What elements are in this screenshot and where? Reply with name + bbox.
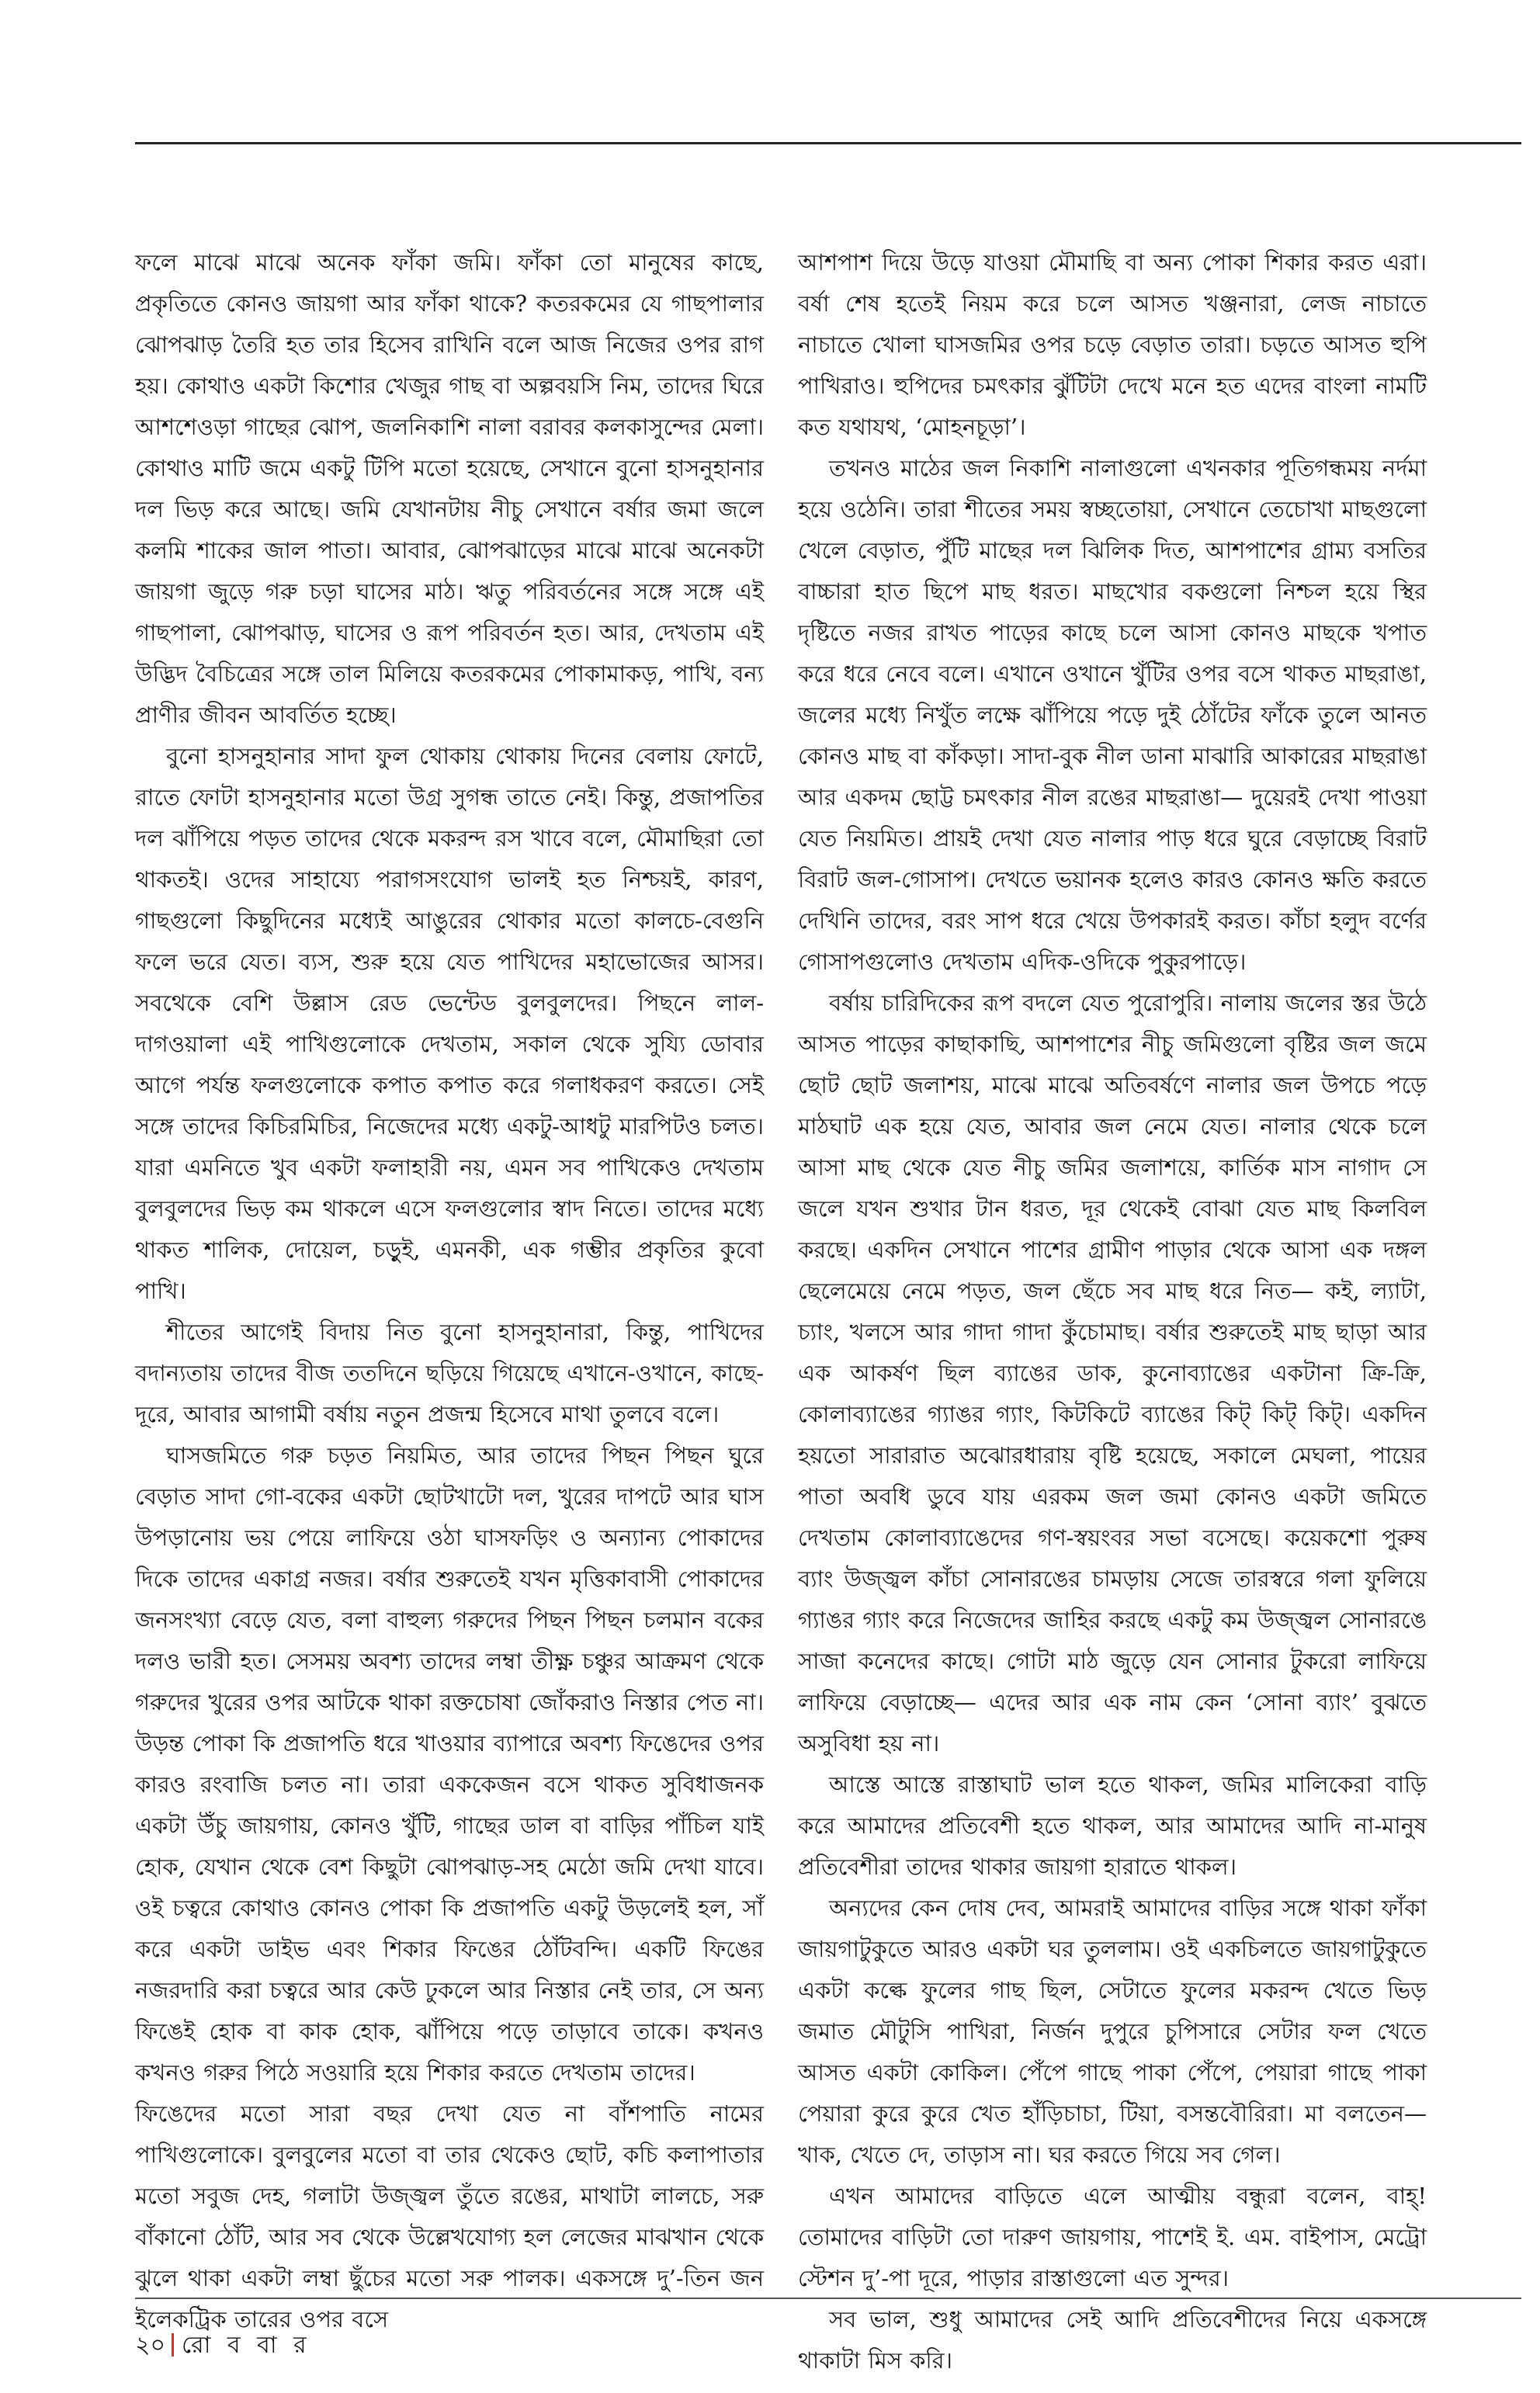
paragraph: ফলে মাঝে মাঝে অনেক ফাঁকা জমি। ফাঁকা তো মানুষের কাছে, প্রকৃতিতে কোনও জায়গা আর ফাঁকা থাকে? কতরকমের যে গাছপালার ঝোপঝাড় তৈরি হত তার হিসেব রাখিনি বলে আজ নিজের ওপর রাগ হয়। কোথাও একটা কিশোর খেজুর গাছ বা অল্পবয়সি নিম, তাদের ঘিরে আশশেওড়া গাছের ঝোপ, জলনিকাশি নালা বরাবর কলকাসুন্দের মেলা। কোথাও মাটি জমে একটু টিপি মতো হয়েছে, সেখানে বুনো হাসনুহানার দল ভিড় করে আছে। জমি যেখানটায় নীচু সেখানে বর্ষার জমা জলে কলমি শাকের জাল পাতা। আবার, ঝোপঝাড়ের মাঝে মাঝে অনেকটা জায়গা জুড়ে গরু চড়া ঘাসের মাঠ। ঋতু পরিবর্তনের সঙ্গে সঙ্গে এই গাছপালা, ঝোপঝাড়, ঘাসের ও রূপ পরিবর্তন হত। আর, দেখতাম এই উদ্ভিদ বৈচিত্রের সঙ্গে তাল মিলিয়ে কতরকমের পোকামাকড়, পাখি, বন্য প্রাণীর জীবন আবর্তিত হচ্ছে। [135,249,764,728]
paragraph: ফিঙেদের মতো সারা বছর দেখা যেত না বাঁশপাতি নামের পাখিগুলোকে। বুলবুলের মতো বা তার থেকেও ছোট, কচি কলাপাতার মতো সবুজ দেহ, গলাটা উজ্জ্বল তুঁতে রঙের, মাথাটা লালচে, সরু বাঁকানো ঠোঁট, আর সব থেকে উল্লেখযোগ্য হল লেজের মাঝখান থেকে ঝুলে থাকা একটা লম্বা ছুঁচের মতো সরু পালক। একসঙ্গে দু’-তিন জন ইলেকট্রিক তারের ওপর বসে [135,2100,764,2332]
paragraph: সব ভাল, শুধু আমাদের সেই আদি প্রতিবেশীদের নিয়ে একসঙ্গে থাকাটা মিস করি। [798,2306,1427,2374]
paragraph: আস্তে আস্তে রাস্তাঘাট ভাল হতে থাকল, জমির মালিকেরা বাড়ি করে আমাদের প্রতিবেশী হতে থাকল, আর আমাদের আদি না-মানুষ প্রতিবেশীরা তাদের থাকার জায়গা হারাতে থাকল। [798,1771,1427,1880]
article-right-column [798,242,1427,2381]
paragraph: বর্ষায় চারিদিকের রূপ বদলে যেত পুরোপুরি। নালায় জলের স্তর উঠে আসত পাড়ের কাছাকাছি, আশপাশের নীচু জমিগুলো বৃষ্টির জল জমে ছোট ছোট জলাশয়, মাঝে মাঝে অতিবর্ষণে নালার জল উপচে পড়ে মাঠঘাট এক হয়ে যেত, আবার জল নেমে যেত। নালার থেকে চলে আসা মাছ থেকে যেত নীচু জমির জলাশয়ে, কার্তিক মাস নাগাদ সে জলে যখন শুখার টান ধরত, দূর থেকেই বোঝা যেত মাছ কিলবিল করছে। একদিন সেখানে পাশের গ্রামীণ পাড়ার থেকে আসা এক দঙ্গল ছেলেমেয়ে নেমে পড়ত, জল ছেঁচে সব মাছ ধরে নিত— কই, ল্যাটা, চ্যাং, খলসে আর গাদা গাদা কুঁচোমাছ। বর্ষার শুরুতেই মাছ ছাড়া আর এক আকর্ষণ ছিল ব্যাঙের ডাক, কুনোব্যাঙের একটানা ক্রি-ক্রি, কোলাব্যাঙের গ্যাঙর গ্যাং, কিটকিটে ব্যাঙের কিট্ কিট্ কিট্। একদিন হয়তো সারারাত অঝোরধারায় বৃষ্টি হয়েছে, সকালে মেঘলা, পায়ের পাতা অবধি ডুবে যায় এরকম জল জমা কোনও একটা জমিতে দেখতাম কোলাব্যাঙেদের গণ-স্বয়ংবর সভা বসেছে। কয়েকশো পুরুষ ব্যাং উজ্জ্বল কাঁচা সোনারঙের চামড়ায় সেজে তারস্বরে গলা ফুলিয়ে গ্যাঙর গ্যাং করে নিজেদের জাহির করছে একটু কম উজ্জ্বল সোনারঙে সাজা কনেদের কাছে। গোটা মাঠ জুড়ে যেন সোনার টুকরো লাফিয়ে লাফিয়ে বেড়াচ্ছে— এদের আর এক নাম কেন ‘সোনা ব্যাং’ বুঝতে অসুবিধা হয় না। [798,990,1427,1757]
paragraph: শীতের আগেই বিদায় নিত বুনো হাসনুহানারা, কিন্তু, পাখিদের বদান্যতায় তাদের বীজ ততদিনে ছড়িয়ে গিয়েছে এখানে-ওখানে, কাছে-দূরে, আবার আগামী বর্ষায় নতুন প্রজন্ম হিসেবে মাথা তুলবে বলে। [135,1319,764,1427]
paragraph: এখন আমাদের বাড়িতে এলে আত্মীয় বন্ধুরা বলেন, বাহ্! তোমাদের বাড়িটা তো দারুণ জায়গায়, পাশেই ই. এম. বাইপাস, মেট্রো স্টেশন দু’-পা দূরে, পাড়ার রাস্তাগুলো এত সুন্দর। [798,2183,1427,2291]
paragraph: বুনো হাসনুহানার সাদা ফুল থোকায় থোকায় দিনের বেলায় ফোটে, রাতে ফোটা হাসনুহানার মতো উগ্র সুগন্ধ তাতে নেই। কিন্তু, প্রজাপতির দল ঝাঁপিয়ে পড়ত তাদের থেকে মকরন্দ রস খাবে বলে, মৌমাছিরা তো থাকতই। ওদের সাহায্যে পরাগসংযোগ ভালই হত নিশ্চয়ই, কারণ, গাছগুলো কিছুদিনের মধ্যেই আঙুরের থোকার মতো কালচে-বেগুনি ফলে ভরে যেত। ব্যস, শুরু হয়ে যেত পাখিদের মহাভোজের আসর। সবথেকে বেশি উল্লাস রেড ভেন্টেড বুলবুলদের। পিছনে লাল-দাগওয়ালা এই পাখিগুলোকে দেখতাম, সকাল থেকে সুয্যি ডোবার আগে পর্যন্ত ফলগুলোকে কপাত কপাত করে গলাধকরণ করতে। সেই সঙ্গে তাদের কিচিরমিচির, নিজেদের মধ্যে একটু-আধটু মারপিটও চলত। যারা এমনিতে খুব একটা ফলাহারী নয়, এমন সব পাখিকেও দেখতাম বুলবুলদের ভিড় কম থাকলে এসে ফলগুলোর স্বাদ নিতে। তাদের মধ্যে থাকত শালিক, দোয়েল, চড়ুই, এমনকী, এক গম্ভীর প্রকৃতির কুবো পাখি। [135,743,764,1304]
paragraph: ঘাসজমিতে গরু চড়ত নিয়মিত, আর তাদের পিছন পিছন ঘুরে বেড়াত সাদা গো-বকের একটা ছোটখাটো দল, খুরের দাপটে আর ঘাস উপড়ানোয় ভয় পেয়ে লাফিয়ে ওঠা ঘাসফড়িং ও অন্যান্য পোকাদের দিকে তাদের একাগ্র নজর। বর্ষার শুরুতেই যখন মৃত্তিকাবাসী পোকাদের জনসংখ্যা বেড়ে যেত, বলা বাহুল্য গরুদের পিছন পিছন চলমান বকের দলও ভারী হত। সেসময় অবশ্য তাদের লম্বা তীক্ষ্ণ চঞ্চুর আক্রমণ থেকে গরুদের খুরের ওপর আটকে থাকা রক্তচোষা জোঁকরাও নিস্তার পেত না। উড়ন্ত পোকা কি প্রজাপতি ধরে খাওয়ার ব্যাপারে অবশ্য ফিঙেদের ওপর কারও রংবাজি চলত না। তারা এককেজন বসে থাকত সুবিধাজনক একটা উঁচু জায়গায়, কোনও খুঁটি, গাছের ডাল বা বাড়ির পাঁচিল যাই হোক, যেখান থেকে বেশ কিছুটা ঝোপঝাড়-সহ মেঠো জমি দেখা যাবে। ওই চত্বরে কোথাও কোনও পোকা কি প্রজাপতি একটু উড়লেই হল, সাঁ করে একটা ডাইভ এবং শিকার ফিঙের ঠোঁটবন্দি। একটি ফিঙের নজরদারি করা চত্বরে আর কেউ ঢুকলে আর নিস্তার নেই তার, সে অন্য ফিঙেই হোক বা কাক হোক, ঝাঁপিয়ে পড়ে তাড়াবে তাকে। কখনও কখনও গরুর পিঠে সওয়ারি হয়ে শিকার করতে দেখতাম তাদের। [135,1442,764,2086]
paragraph: তখনও মাঠের জল নিকাশি নালাগুলো এখনকার পূতিগন্ধময় নর্দমা হয়ে ওঠেনি। তারা শীতের সময় স্বচ্ছতোয়া, সেখানে তেচোখা মাছগুলো খেলে বেড়াত, পুঁটি মাছের দল ঝিলিক দিত, আশপাশের গ্রাম্য বসতির বাচ্চারা হাত ছিপে মাছ ধরত। মাছখোর বকগুলো নিশ্চল হয়ে স্থির দৃষ্টিতে নজর রাখত পাড়ের কাছে চলে আসা কোনও মাছকে খপাত করে ধরে নেবে বলে। এখানে ওখানে খুঁটির ওপর বসে থাকত মাছরাঙা, জলের মধ্যে নিখুঁত লক্ষে ঝাঁপিয়ে পড়ে দুই ঠোঁটের ফাঁকে তুলে আনত কোনও মাছ বা কাঁকড়া। সাদা-বুক নীল ডানা মাঝারি আকারের মাছরাঙা আর একদম ছোট্ট চমৎকার নীল রঙের মাছরাঙা— দুয়েরই দেখা পাওয়া যেত নিয়মিত। প্রায়ই দেখা যেত নালার পাড় ধরে ঘুরে বেড়াচ্ছে বিরাট বিরাট জল-গোসাপ। দেখতে ভয়ানক হলেও কারও কোনও ক্ষতি করতে দেখিনি তাদের, বরং সাপ ধরে খেয়ে উপকারই করত। কাঁচা হলুদ বর্ণের গোসাপগুলোও দেখতাম এদিক-ওদিকে পুকুরপাড়ে। [798,455,1427,975]
bottom-divider-rule [135,2298,1521,2299]
page-footer [135,2330,311,2361]
footer-separator [172,2333,174,2357]
article-left-column [135,242,764,2340]
page-number: ২০ [135,2332,166,2359]
magazine-name: রো ব বা র [182,2332,311,2359]
paragraph: আশপাশ দিয়ে উড়ে যাওয়া মৌমাছি বা অন্য পোকা শিকার করত এরা। বর্ষা শেষ হতেই নিয়ম করে চলে আসত খঞ্জনারা, লেজ নাচাতে নাচাতে খোলা ঘাসজমির ওপর চড়ে বেড়াত তারা। চড়তে আসত হুপি পাখিরাও। হুপিদের চমৎকার ঝুঁটিটা দেখে মনে হত এদের বাংলা নামটি কত যথাযথ, ‘মোহনচূড়া’। [798,249,1427,440]
paragraph: অন্যদের কেন দোষ দেব, আমরাই আমাদের বাড়ির সঙ্গে থাকা ফাঁকা জায়গাটুকুতে আরও একটা ঘর তুললাম। ওই একচিলতে জায়গাটুকুতে একটা কল্কে ফুলের গাছ ছিল, সেটাতে ফুলের মকরন্দ খেতে ভিড় জমাত মৌটুসি পাখিরা, নির্জন দুপুরে চুপিসারে সেটার ফল খেতে আসত একটা কোকিল। পেঁপে গাছে পাকা পেঁপে, পেয়ারা গাছে পাকা পেয়ারা কুরে কুরে খেত হাঁড়িচাচা, টিয়া, বসন্তবৌরিরা। মা বলতেন— খাক, খেতে দে, তাড়াস না। ঘর করতে গিয়ে সব গেল। [798,1895,1427,2168]
top-divider-rule [135,142,1521,144]
